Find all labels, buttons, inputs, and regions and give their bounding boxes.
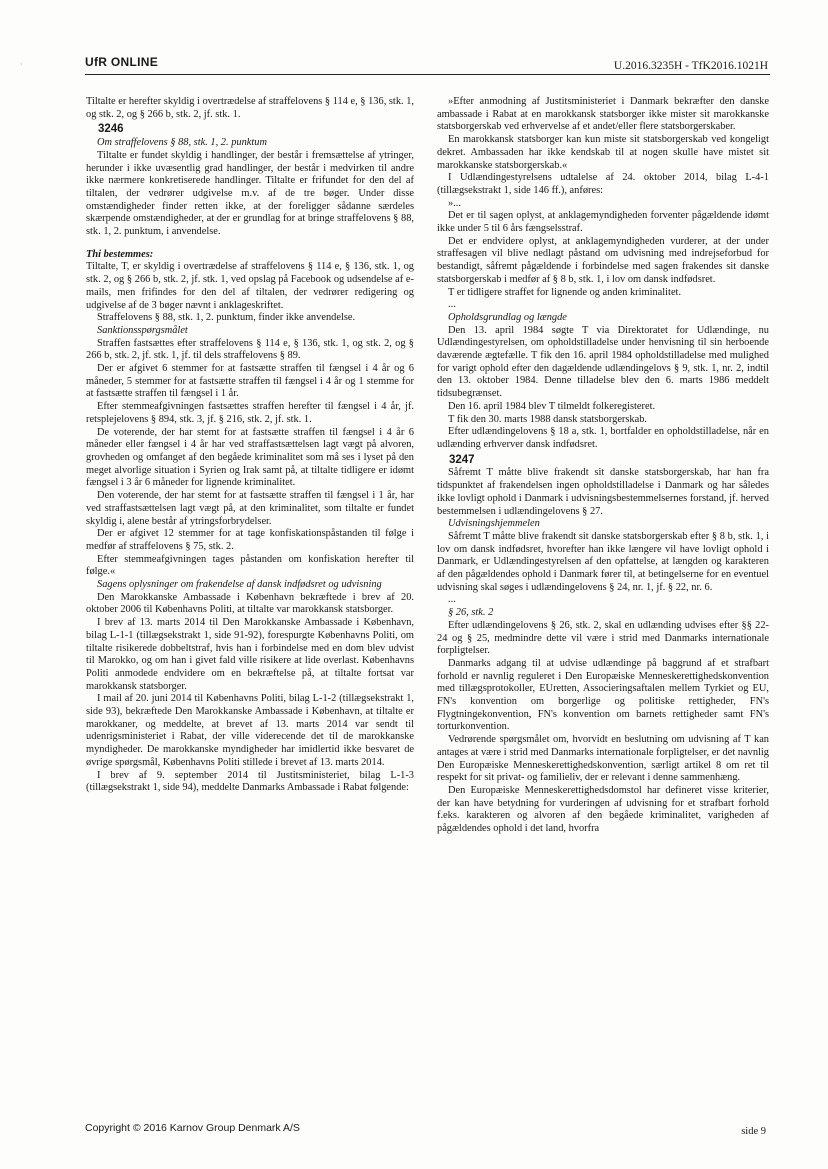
paragraph: Tiltalte er fundet skyldig i handlinger, der består i fremsættelse af ytringer, herunder i ikke uvæsentlig grad handlinger, der består i medvirken til andre ikke nærmere konkretiserede handlinger. Tiltalte er frifundet for den del af tiltalen, der vedrører udgivelse m.v. af de tre bøger. Under disse omstændigheder finder retten ikke, at der foreligger sådanne særdeles skærpende omstændigheder, at der er grundlag for at bringe straffelovens § 88, stk. 1, 2. punktum, i anvendelse. bbox=[86, 149, 414, 238]
section-heading: Sanktionsspørgsmålet bbox=[97, 324, 188, 336]
paragraph: Den Marokkanske Ambassade i København bekræftede i brev af 20. oktober 2006 til Københavns Politi, at tiltalte var marokkansk statsborger. bbox=[86, 591, 414, 616]
header-source: UfR ONLINE bbox=[85, 55, 158, 69]
header-reference: U.2016.3235H - TfK2016.1021H bbox=[613, 60, 768, 72]
paragraph: »Efter anmodning af Justitsministeriet i Danmark bekræfter den danske ambassade i Rabat at en marokkansk statsborger ikke mister sit marokkanske statsborgerskab ved erhvervelse af et andet/eller flere statsborgerskaber. bbox=[437, 96, 769, 133]
paragraph: Den Europæiske Menneskerettighedsdomstol har defineret visse kriterier, der kan have betydning for vurderingen af udvisning for et strafbart forhold f.eks. karakteren og alvoren af den begåede kriminalitet, varigheden af pågældendes ophold i det land, hvorfra bbox=[437, 784, 769, 835]
paragraph: ... bbox=[448, 594, 456, 606]
paragraph: Det er endvidere oplyst, at anklagemyndigheden vurderer, at der under straffesagen vil blive nedlagt påstand om udvisning med indrejseforbud for bestandigt, såfremt pågældende i forbindelse med sagen frakendes sit danske statsborgerskab i medfør af § 8 b, stk. 1, i lov om dansk indfødsret. bbox=[437, 235, 769, 285]
margin-page-number: 3247 bbox=[449, 453, 475, 466]
section-heading: Opholdsgrundlag og længde bbox=[448, 311, 567, 323]
paragraph: Tiltalte, T, er skyldig i overtrædelse af straffelovens § 114 e, § 136, stk. 1, og stk. 2, og § 266 b, stk. 2, jf. stk. 1, ved opslag på Facebook og udsendelse af e-mails, men frifindes for den del af tiltalen, der vedrører redigering og udgivelse af de 3 bøger nævnt i anklageskriftet. bbox=[86, 261, 414, 311]
paragraph: ... bbox=[448, 299, 456, 311]
paragraph: Straffen fastsættes efter straffelovens § 114 e, § 136, stk. 1, og stk. 2, og § 266 b, stk. 2, jf. stk. 1, jf. til dels straffelovens § 89. bbox=[86, 337, 414, 362]
section-heading: Udvisningshjemmelen bbox=[448, 518, 540, 530]
paragraph: Efter stemmeafgivningen fastsættes straffen herefter til fængsel i 4 år, jf. retsplejelovens § 894, stk. 3, jf. § 216, stk. 2, jf. stk. 1. bbox=[86, 401, 414, 425]
paragraph: I Udlændingestyrelsens udtalelse af 24. oktober 2014, bilag L-4-1 (tillægsekstrakt 1, side 146 ff.), anføres: bbox=[437, 172, 769, 196]
paragraph: I mail af 20. juni 2014 til Københavns Politi, bilag L-1-2 (tillægsekstrakt 1, side 93), bekræftede Den Marokkanske Ambassade i København, at tiltalte er marokkaner, og meddelte, at brevet af 13. marts 2014 var sendt til udenrigsministeriet i Rabat, der ville viderесende det til de marokkanske myndigheder. De marokkanske myndigheder har imidlertid ikke besvaret de øvrige spørgsmål, Københavns Politi stillede i brevet af 13. marts 2014. bbox=[86, 693, 414, 768]
paragraph: Efter stemmeafgivningen tages påstanden om konfiskation herefter til følge.« bbox=[86, 553, 414, 578]
paragraph: Efter udlændingelovens § 26, stk. 2, skal en udlænding udvises efter §§ 22-24 og § 25, medmindre dette vil være i strid med Danmarks internationale forpligtelser. bbox=[437, 619, 769, 657]
section-heading: Sagens oplysninger om frakendelse af dansk indfødsret og udvisning bbox=[97, 579, 382, 591]
section-heading: Om straffelovens § 88, stk. 1, 2. punktum bbox=[97, 137, 267, 149]
scan-mark: · bbox=[20, 60, 23, 69]
paragraph: Såfremt T måtte blive frakendt sit danske statsborgerskab efter § 8 b, stk. 1, i lov om dansk indfødsret, hvorefter han ikke længere vil have lovligt ophold i Danmark, er Udlændingestyrelsen af den opfattelse, at længden og karakteren af den pågældendes ophold i Danmark fører til, at betingelserne for en eventuel udvisning skal søges i udlændingelovens § 24, nr. 1, jf. § 22, nr. 6. bbox=[437, 530, 769, 593]
paragraph: Straffelovens § 88, stk. 1, 2. punktum, finder ikke anvendelse. bbox=[97, 312, 356, 324]
section-heading: § 26, stk. 2 bbox=[448, 607, 494, 619]
paragraph: Såfremt T måtte blive frakendt sit danske statsborgerskab, har han fra tidspunktet af frakendelsen ingen opholdstilladelse i Danmark og har således ikke lovligt ophold i Danmark i udvisningsbestemmelsernes forstand, jf. herved bestemmelsen i udlændingelovens § 27. bbox=[437, 467, 769, 517]
footer-copyright: Copyright © 2016 Karnov Group Denmark A/S bbox=[85, 1122, 300, 1134]
paragraph: Der er afgivet 12 stemmer for at tage konfiskationspåstanden til følge i medfør af straffelovens § 75, stk. 2. bbox=[86, 528, 414, 552]
paragraph: I brev af 9. september 2014 til Justitsministeriet, bilag L-1-3 (tillægsekstrakt 1, side 94), meddelte Danmarks Ambassade i Rabat følgende: bbox=[86, 769, 414, 794]
paragraph: Den 16. april 1984 blev T tilmeldt folkeregisteret. bbox=[448, 400, 656, 412]
paragraph: T fik den 30. marts 1988 dansk statsborgerskab. bbox=[448, 413, 648, 425]
left-column bbox=[86, 96, 414, 795]
paragraph: Den voterende, der har stemt for at fastsætte straffen til fængsel i 1 år, har ved straffastsættelsen lagt vægt på, at den kriminalitet, som tiltalte er fundet skyldig i, alene består af ytringsforbrydelser. bbox=[86, 490, 414, 527]
header-rule bbox=[85, 74, 770, 75]
paragraph: Det er til sagen oplyst, at anklagemyndigheden forventer pågældende idømt ikke under 5 til 6 års fængselsstraf. bbox=[437, 210, 769, 235]
paragraph: Den 13. april 1984 søgte T via Direktoratet for Udlændinge, nu Udlændingestyrelsen, om opholdstilladelse under henvisning til sin herboende daværende ægtefælle. T fik den 16. april 1984 opholdstilladelse med mulighed for varigt ophold efter den dagældende udlændingelovs § 9, stk. 1, nr. 2, indtil den 13. oktober 1984. Denne tilladelse blev den 6. marts 1986 meddelt tidsubegrænset. bbox=[437, 324, 769, 400]
paragraph: I brev af 13. marts 2014 til Den Marokkanske Ambassade i København, bilag L-1-1 (tillægsekstrakt 1, side 91-92), forespurgte Københavns Politi, om tiltalte risikerede dobbeltstraf, hvis han i forbindelse med en dom blev udvist til Marokko, og om han i givet fald ville risikere at lide overlast. Københavns Politi anmodede endvidere om en bekræftelse på, at tiltalte fortsat var marokkansk statsborger. bbox=[86, 617, 414, 692]
margin-page-number: 3246 bbox=[98, 123, 124, 136]
paragraph: Danmarks adgang til at udvise udlændinge på baggrund af et strafbart forhold er navnlig reguleret i Den Europæiske Menneskerettighedskonvention med tillægsprotokoller, EUretten, Associeringsaftalen mellem Tyrkiet og EU, FN's konvention om borgerlige og politiske rettigheder, FN's Flygtningekonvention, FN's konvention om barnets rettigheder samt FN's torturkonvention. bbox=[437, 657, 769, 733]
footer-page-number: side 9 bbox=[741, 1126, 766, 1137]
ruling-heading: Thi bestemmes: bbox=[86, 248, 154, 260]
paragraph: »... bbox=[448, 197, 461, 209]
paragraph: De voterende, der har stemt for at fastsætte straffen til fængsel i 4 år 6 måneder eller fængsel i 4 år har ved straffastsættelsen lagt vægt på alvoren, grovheden og omfanget af den begåede kriminalitet som må ses i lyset på den meget alvorlige situation i Syrien og Irak samt på, at tiltalte tidligere er idømt fængsel i 3 år 6 måneder for lignende kriminalitet. bbox=[86, 426, 414, 489]
paragraph: Efter udlændingelovens § 18 a, stk. 1, bortfalder en opholdstilladelse, når en udlænding erhverver dansk indfødsret. bbox=[437, 426, 769, 450]
paragraph: T er tidligere straffet for lignende og anden kriminalitet. bbox=[448, 286, 682, 298]
right-column bbox=[437, 96, 769, 836]
paragraph: En marokkansk statsborger kan kun miste sit statsborgerskab ved kongeligt dekret. Ambassaden har ikke kendskab til at nogen skulle have mistet sit marokkanske statsborgerskab.« bbox=[437, 134, 769, 171]
paragraph: Der er afgivet 6 stemmer for at fastsætte straffen til fængsel i 4 år og 6 måneder, 5 stemmer for at fastsætte straffen til fængsel i 4 år og 1 stemme for at fastsætte straffen til fængsel i 1 år. bbox=[86, 363, 414, 400]
paragraph: Vedrørende spørgsmålet om, hvorvidt en beslutning om udvisning af T kan antages at være i strid med Danmarks internationale forpligtelser, er det navnlig Den Europæiske Menneskerettighedskonvention, særligt artikel 8 om ret til respekt for sit privat- og familieliv, der er relevant i denne sammenhæng. bbox=[437, 734, 769, 784]
paragraph: Tiltalte er herefter skyldig i overtrædelse af straffelovens § 114 e, § 136, stk. 1, og stk. 2, og § 266 b, stk. 2, jf. stk. 1. bbox=[86, 96, 414, 120]
